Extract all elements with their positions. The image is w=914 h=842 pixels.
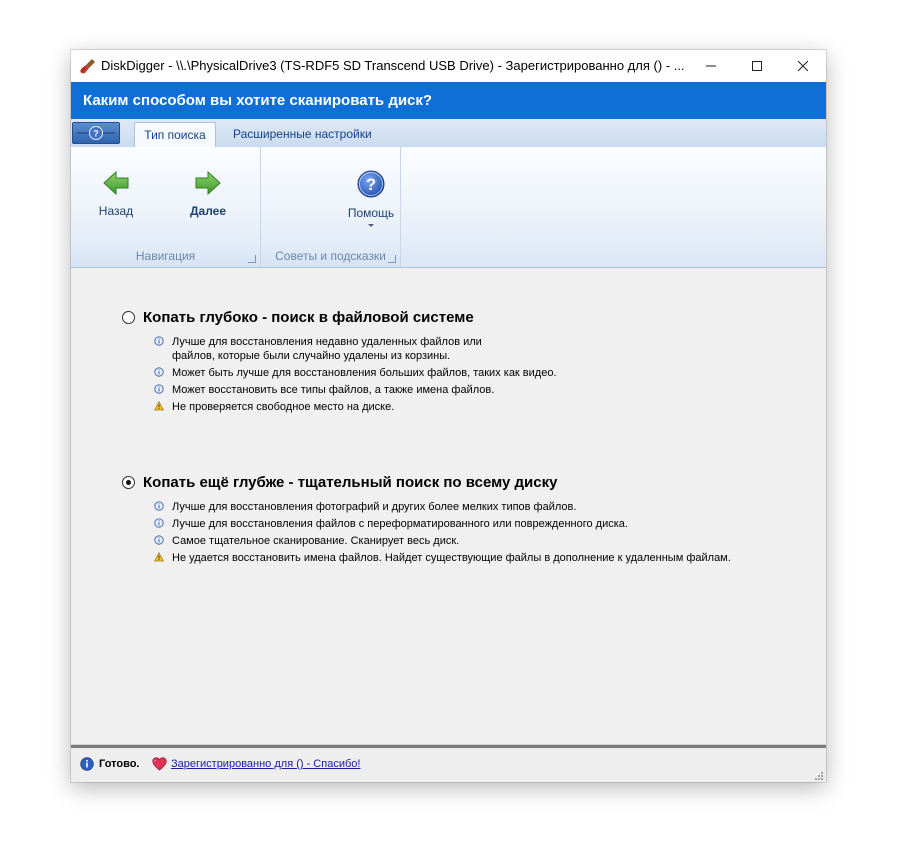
status-ready-text: Готово. bbox=[99, 758, 140, 770]
maximize-button[interactable] bbox=[734, 50, 780, 82]
bullet-text-line: Лучше для восстановления недавно удаленных файлов или bbox=[172, 336, 482, 348]
option-label[interactable]: Копать ещё глубже - тщательный поиск по всему диску bbox=[143, 474, 558, 491]
info-icon bbox=[154, 518, 164, 528]
tab-advanced-settings[interactable]: Расширенные настройки bbox=[233, 127, 372, 141]
close-button[interactable] bbox=[780, 50, 826, 82]
radio-dig-deeper[interactable] bbox=[122, 476, 135, 489]
wizard-content bbox=[71, 268, 826, 744]
bullet-text-line: Может быть лучше для восстановления больших файлов, таких как видео. bbox=[172, 367, 557, 379]
back-label: Назад bbox=[98, 204, 134, 218]
help-label: Помощь bbox=[347, 206, 395, 220]
diskdigger-window bbox=[71, 50, 826, 782]
heart-icon bbox=[152, 757, 167, 771]
list-item bbox=[154, 517, 794, 531]
navigation-group-label: Навигация bbox=[71, 245, 260, 267]
minimize-button[interactable] bbox=[688, 50, 734, 82]
bullet-text-line: Лучше для восстановления файлов с переформатированного или поврежденного диска. bbox=[172, 518, 628, 530]
info-icon bbox=[80, 757, 94, 771]
arrow-left-icon bbox=[102, 169, 130, 197]
list-item bbox=[154, 383, 794, 397]
ribbon bbox=[71, 147, 826, 268]
minimize-icon bbox=[706, 61, 716, 71]
close-icon bbox=[798, 61, 808, 71]
list-item bbox=[154, 335, 794, 363]
warning-icon bbox=[154, 552, 164, 562]
list-item bbox=[154, 400, 794, 414]
option-label[interactable]: Копать глубоко - поиск в файловой системе bbox=[143, 309, 474, 326]
bullet-text-line: Самое тщательное сканирование. Сканирует весь диск. bbox=[172, 535, 460, 547]
list-item bbox=[154, 534, 794, 548]
option-bullets bbox=[154, 500, 794, 568]
svg-text:?: ? bbox=[93, 128, 99, 139]
shovel-app-icon bbox=[79, 57, 97, 75]
bullet-text-line: файлов, которые были случайно удалены из корзины. bbox=[172, 350, 451, 362]
info-icon bbox=[154, 367, 164, 377]
tips-group-label: Советы и подсказки bbox=[261, 245, 400, 267]
navigation-dialog-launcher[interactable] bbox=[248, 255, 256, 263]
ribbon-tabstrip bbox=[71, 119, 826, 148]
list-item bbox=[154, 551, 794, 565]
next-label: Далее bbox=[189, 204, 227, 218]
info-icon bbox=[154, 535, 164, 545]
info-icon bbox=[154, 501, 164, 511]
info-icon bbox=[154, 384, 164, 394]
resize-grip-icon[interactable] bbox=[814, 771, 824, 781]
app-menu-button[interactable] bbox=[72, 122, 120, 144]
radio-dig-deep[interactable] bbox=[122, 311, 135, 324]
arrow-right-icon bbox=[194, 169, 222, 197]
warning-icon bbox=[154, 401, 164, 411]
title-bar[interactable] bbox=[71, 50, 826, 82]
back-button[interactable] bbox=[96, 169, 136, 218]
bullet-text-line: Не проверяется свободное место на диске. bbox=[172, 401, 395, 413]
wizard-header bbox=[71, 82, 826, 119]
list-item bbox=[154, 500, 794, 514]
bullet-text-line: Лучше для восстановления фотографий и других более мелких типов файлов. bbox=[172, 501, 577, 513]
bullet-text-line: Может восстановить все типы файлов, а также имена файлов. bbox=[172, 384, 495, 396]
tips-dialog-launcher[interactable] bbox=[388, 255, 396, 263]
maximize-icon bbox=[752, 61, 762, 71]
help-button[interactable] bbox=[341, 169, 401, 227]
ribbon-group-navigation bbox=[71, 147, 261, 267]
help-icon bbox=[356, 169, 386, 199]
help-menu-icon bbox=[73, 123, 119, 143]
option-bullets bbox=[154, 335, 794, 417]
wizard-title: Каким способом вы хотите сканировать диск? bbox=[83, 92, 433, 109]
next-button[interactable] bbox=[183, 169, 233, 218]
registration-link[interactable]: Зарегистрированно для () - Спасибо! bbox=[171, 758, 361, 770]
svg-text:?: ? bbox=[365, 175, 377, 194]
bullet-text-line: Не удается восстановить имена файлов. Найдет существующие файлы в дополнение к удаленным файлам. bbox=[172, 552, 731, 564]
tab-search-type[interactable]: Тип поиска bbox=[134, 122, 216, 147]
ribbon-group-tips bbox=[261, 147, 401, 267]
list-item bbox=[154, 366, 794, 380]
chevron-down-icon bbox=[368, 224, 374, 227]
window-title: DiskDigger - \\.\PhysicalDrive3 (TS-RDF5 SD Transcend USB Drive) - Зарегистрированно для () - ... bbox=[101, 58, 685, 73]
status-bar bbox=[71, 744, 826, 782]
info-icon bbox=[154, 336, 164, 346]
